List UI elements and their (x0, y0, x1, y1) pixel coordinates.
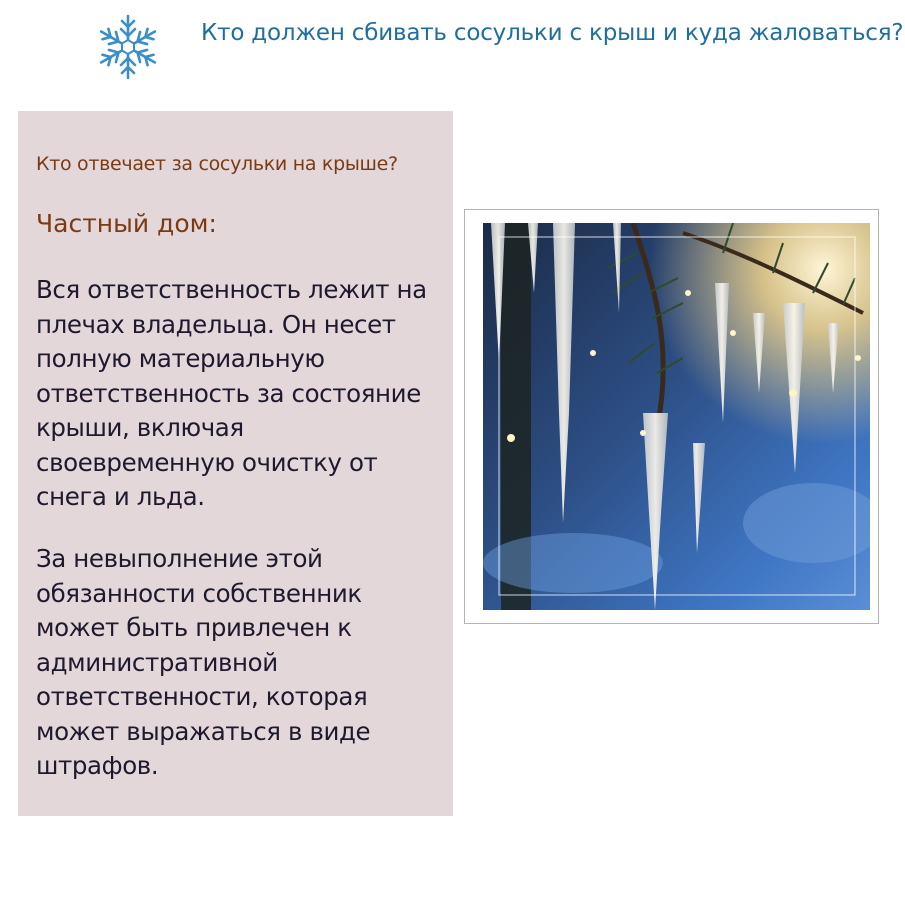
panel-question: Кто отвечает за сосульки на крыше? (36, 153, 398, 175)
icicles-photo (483, 223, 870, 610)
section-heading: Частный дом: (36, 209, 217, 238)
text-panel (18, 111, 453, 816)
paragraph-penalty: За невыполнение этой обязанности собственник может быть привлечен к административной ответственности, которая может выражаться в виде штрафов. (36, 544, 371, 780)
paragraph-responsibility: Вся ответственность лежит на плечах владельца. Он несет полную материальную ответственность за состояние крыши, включая своевременную очистку от снега и льда. (36, 275, 427, 511)
page-title: Кто должен сбивать сосульки с крыш и куда жаловаться? (201, 20, 904, 46)
snowflake-icon (95, 12, 161, 82)
image-frame (464, 209, 879, 624)
